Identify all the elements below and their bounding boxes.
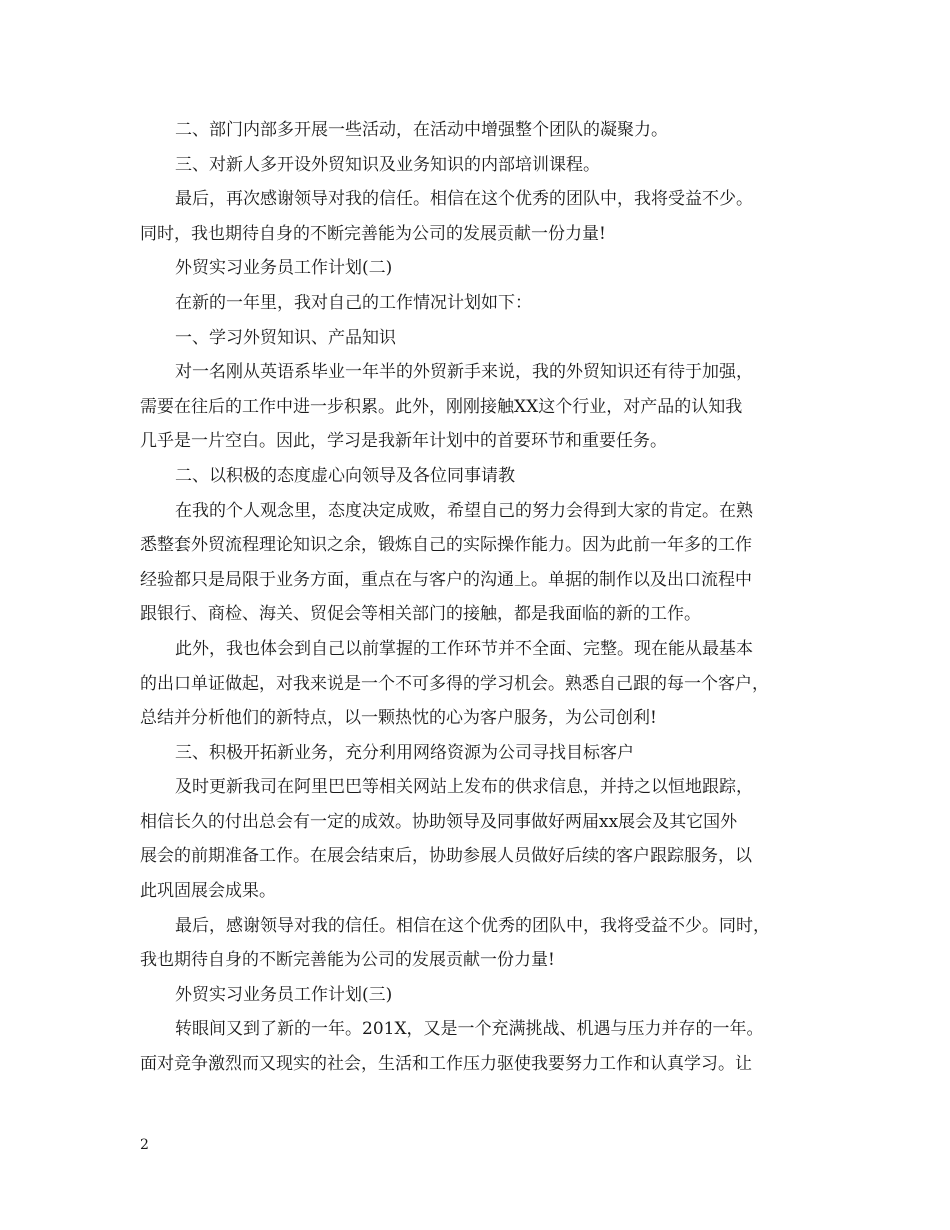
section-heading: 外贸实习业务员工作计划(二) — [175, 258, 393, 279]
section-heading: 二、以积极的态度虚心向领导及各位同事请教 — [175, 465, 515, 486]
paragraph-line: 需要在往后的工作中进一步积累。此外，刚刚接触XX这个行业，对产品的认知我 — [140, 396, 743, 417]
paragraph-line: 跟银行、商检、海关、贸促会等相关部门的接触，都是我面临的新的工作。 — [140, 604, 701, 625]
section-heading: 一、学习外贸知识、产品知识 — [175, 327, 396, 348]
document-body — [140, 113, 812, 1082]
paragraph-line: 此外，我也体会到自己以前掌握的工作环节并不全面、完整。现在能从最基本 — [175, 638, 753, 659]
paragraph-line: 悉整套外贸流程理论知识之余，锻炼自己的实际操作能力。因为此前一年多的工作 — [140, 535, 752, 556]
paragraph-line: 最后，再次感谢领导对我的信任。相信在这个优秀的团队中，我将受益不少。 — [175, 189, 753, 210]
paragraph-line: 展会的前期准备工作。在展会结束后，协助参展人员做好后续的客户跟踪服务，以 — [140, 846, 752, 867]
paragraph-line: 几乎是一片空白。因此，学习是我新年计划中的首要环节和重要任务。 — [140, 431, 667, 452]
paragraph-line: 同时，我也期待自身的不断完善能为公司的发展贡献一份力量! — [140, 223, 606, 244]
paragraph-line: 相信长久的付出总会有一定的成效。协助领导及同事做好两届xx展会及其它国外 — [140, 811, 738, 832]
paragraph-line: 三、对新人多开设外贸知识及业务知识的内部培训课程。 — [175, 154, 600, 175]
section-heading: 外贸实习业务员工作计划(三) — [175, 984, 393, 1005]
paragraph-line: 我也期待自身的不断完善能为公司的发展贡献一份力量! — [140, 950, 555, 971]
paragraph-line: 对一名刚从英语系毕业一年半的外贸新手来说，我的外贸知识还有待于加强， — [175, 362, 753, 383]
paragraph-line: 在我的个人观念里，态度决定成败，希望自己的努力会得到大家的肯定。在熟 — [175, 500, 753, 521]
paragraph-line: 转眼间又到了新的一年。201X，又是一个充满挑战、机遇与压力并存的一年。 — [175, 1019, 764, 1040]
paragraph-line: 最后，感谢领导对我的信任。相信在这个优秀的团队中，我将受益不少。同时， — [175, 915, 770, 936]
paragraph-line: 经验都只是局限于业务方面，重点在与客户的沟通上。单据的制作以及出口流程中 — [140, 569, 752, 590]
paragraph-line: 面对竞争激烈而又现实的社会，生活和工作压力驱使我要努力工作和认真学习。让 — [140, 1054, 752, 1075]
section-heading: 三、积极开拓新业务，充分利用网络资源为公司寻找目标客户 — [175, 742, 634, 763]
paragraph-line: 的出口单证做起，对我来说是一个不可多得的学习机会。熟悉自己跟的每一个客户， — [140, 673, 769, 694]
paragraph-line: 二、部门内部多开展一些活动，在活动中增强整个团队的凝聚力。 — [175, 120, 668, 140]
paragraph-line: 及时更新我司在阿里巴巴等相关网站上发布的供求信息，并持之以恒地跟踪， — [175, 777, 753, 798]
paragraph-line: 总结并分析他们的新特点，以一颗热忱的心为客户服务，为公司创利! — [140, 708, 657, 729]
paragraph-line: 在新的一年里，我对自己的工作情况计划如下： — [175, 292, 532, 313]
paragraph-line: 此巩固展会成果。 — [140, 881, 276, 902]
page-number: 2 — [140, 1137, 149, 1153]
